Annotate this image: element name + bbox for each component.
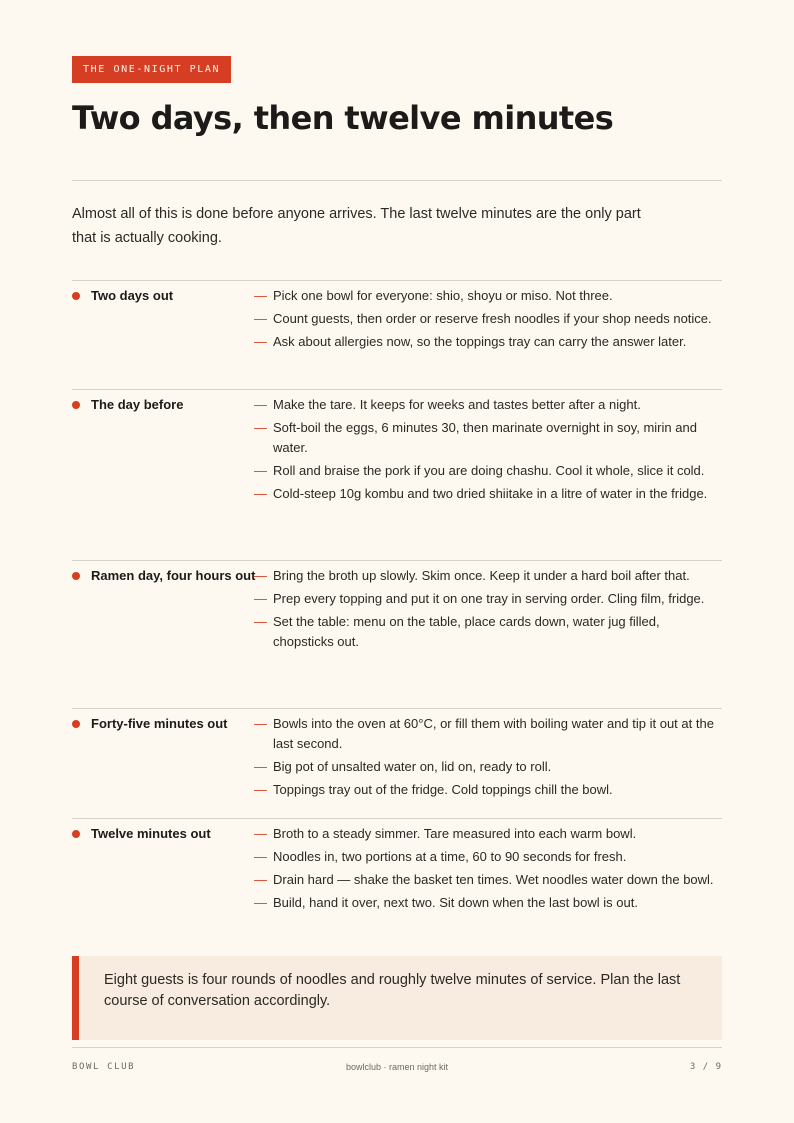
- task-item: [254, 566, 722, 586]
- dash-icon: —: [254, 420, 267, 435]
- task-item: [254, 893, 722, 913]
- task-item: [254, 714, 722, 753]
- title-divider: [72, 180, 722, 181]
- task-list: [254, 824, 722, 916]
- task-text: Prep every topping and put it on one tray in serving order. Cling film, fridge.: [273, 591, 705, 606]
- section-label-text: The day before: [91, 397, 184, 412]
- task-item: [254, 309, 722, 329]
- task-text: Toppings tray out of the fridge. Cold toppings chill the bowl.: [273, 781, 613, 797]
- task-text: Big pot of unsalted water on, lid on, ready to roll.: [273, 758, 552, 774]
- page-footer: [72, 1062, 722, 1076]
- task-text: Drain hard — shake the basket ten times. Wet noodles water down the bowl.: [273, 872, 714, 887]
- intro-paragraph: Almost all of this is done before anyone arrives. The last twelve minutes are the only part that is actually cooking.: [72, 206, 641, 246]
- task-item: [254, 286, 722, 306]
- footer-divider: [72, 1047, 722, 1048]
- task-item: [254, 484, 722, 504]
- dash-icon: —: [254, 716, 267, 731]
- task-list: [254, 395, 722, 507]
- section-divider: [72, 280, 722, 281]
- task-item: [254, 847, 722, 867]
- task-text: Ask about allergies now, so the toppings tray can carry the answer later.: [273, 334, 687, 349]
- eyebrow-tag: THE ONE-NIGHT PLAN: [72, 56, 231, 83]
- task-item: [254, 780, 722, 800]
- task-item: [254, 870, 722, 890]
- dash-icon: —: [254, 568, 267, 583]
- dash-icon: —: [254, 872, 267, 887]
- dash-icon: —: [254, 462, 267, 478]
- section-label-text: Ramen day, four hours out: [91, 568, 256, 583]
- task-text: Bowls into the oven at 60°C, or fill them with boiling water and tip it out at the last second.: [273, 716, 714, 751]
- task-item: [254, 612, 722, 651]
- bullet-dot-icon: [72, 401, 80, 409]
- section-divider: [72, 560, 722, 561]
- bullet-dot-icon: [72, 830, 80, 838]
- dash-icon: —: [254, 758, 267, 774]
- task-text: Noodles in, two portions at a time, 60 to 90 seconds for fresh.: [273, 849, 627, 864]
- callout-note: [72, 956, 722, 1040]
- task-item: [254, 395, 722, 415]
- task-text: Count guests, then order or reserve fresh noodles if your shop needs notice.: [273, 311, 712, 326]
- dash-icon: —: [254, 334, 267, 349]
- section-label-text: Twelve minutes out: [91, 826, 211, 841]
- task-text: Roll and braise the pork if you are doing chashu. Cool it whole, slice it cold.: [273, 462, 705, 478]
- section-label-text: Forty-five minutes out: [91, 716, 228, 731]
- dash-icon: —: [254, 826, 267, 841]
- task-text: Set the table: menu on the table, place cards down, water jug filled, chopsticks out.: [273, 614, 660, 649]
- callout-text: Eight guests is four rounds of noodles and roughly twelve minutes of service. Plan the last course of conversation accordingly.: [104, 972, 681, 1009]
- footer-center-text: bowlclub · ramen night kit: [345, 1062, 449, 1072]
- task-item: [254, 461, 722, 481]
- dash-icon: —: [254, 591, 267, 606]
- bullet-dot-icon: [72, 572, 80, 580]
- dash-icon: —: [254, 614, 267, 629]
- dash-icon: —: [254, 781, 267, 797]
- section-label: [72, 286, 261, 306]
- dash-icon: —: [254, 311, 267, 326]
- task-text: Bring the broth up slowly. Skim once. Keep it under a hard boil after that.: [273, 568, 690, 583]
- task-text: Build, hand it over, next two. Sit down when the last bowl is out.: [273, 895, 638, 910]
- dash-icon: —: [254, 485, 267, 501]
- task-item: [254, 589, 722, 609]
- bullet-dot-icon: [72, 720, 80, 728]
- page-title: Two days, then twelve minutes: [72, 99, 614, 137]
- task-text: Cold-steep 10g kombu and two dried shiitake in a litre of water in the fridge.: [273, 485, 708, 501]
- dash-icon: —: [254, 895, 267, 910]
- dash-icon: —: [254, 849, 267, 864]
- task-text: Make the tare. It keeps for weeks and tastes better after a night.: [273, 397, 641, 412]
- section-label-text: Two days out: [91, 288, 174, 303]
- section-label: [72, 566, 261, 586]
- task-item: [254, 824, 722, 844]
- section-divider: [72, 708, 722, 709]
- dash-icon: —: [254, 288, 267, 303]
- task-list: [254, 714, 722, 803]
- task-text: Broth to a steady simmer. Tare measured into each warm bowl.: [273, 826, 637, 841]
- bullet-dot-icon: [72, 292, 80, 300]
- task-item: [254, 757, 722, 777]
- page-number: 3 / 9: [689, 1062, 722, 1072]
- section-label: [72, 395, 261, 415]
- task-item: [254, 418, 722, 457]
- section-divider: [72, 389, 722, 390]
- task-item: [254, 332, 722, 352]
- section-label: [72, 824, 261, 844]
- dash-icon: —: [254, 397, 267, 412]
- task-text: Pick one bowl for everyone: shio, shoyu or miso. Not three.: [273, 288, 613, 303]
- section-label: [72, 714, 261, 734]
- section-divider: [72, 818, 722, 819]
- task-list: [254, 566, 722, 655]
- task-list: [254, 286, 722, 355]
- task-text: Soft-boil the eggs, 6 minutes 30, then marinate overnight in soy, mirin and water.: [273, 420, 697, 455]
- footer-brand: BOWL CLUB: [72, 1062, 136, 1072]
